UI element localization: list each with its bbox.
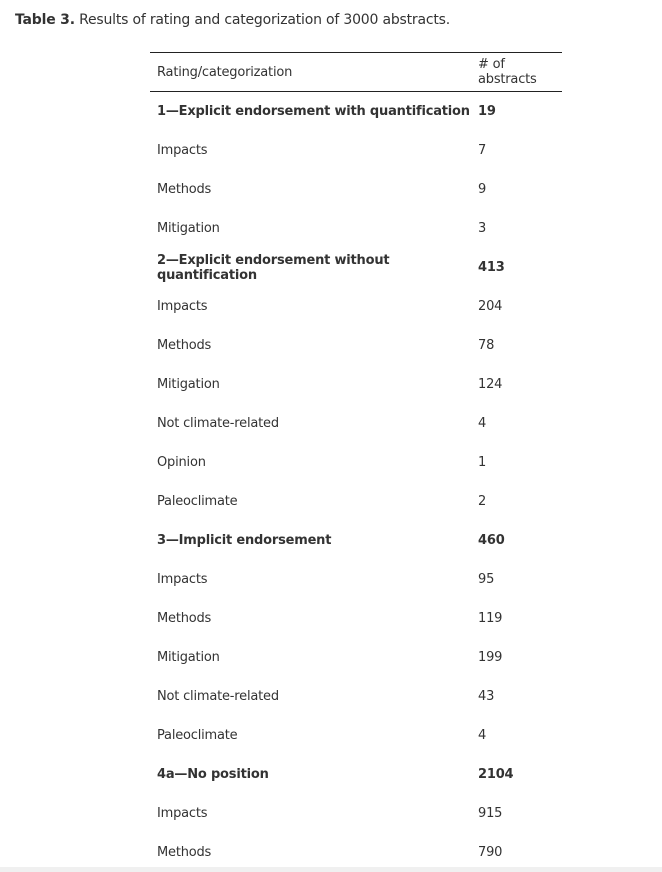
row-count: 2104 (478, 767, 514, 782)
row-label: Methods (157, 338, 212, 353)
row-count: 199 (478, 650, 503, 665)
results-table (150, 52, 562, 872)
subcategory-row (150, 482, 562, 521)
row-count: 4 (478, 728, 487, 743)
row-label: Not climate-related (157, 689, 279, 704)
row-label: Mitigation (157, 377, 220, 392)
subcategory-row (150, 170, 562, 209)
row-label: Not climate-related (157, 416, 279, 431)
subcategory-row (150, 287, 562, 326)
row-count: 9 (478, 182, 487, 197)
row-count: 7 (478, 143, 487, 158)
table-number: Table 3. (15, 12, 75, 28)
subcategory-row (150, 365, 562, 404)
category-row (150, 248, 562, 287)
row-label: Methods (157, 182, 212, 197)
row-count: 4 (478, 416, 487, 431)
row-label: Paleoclimate (157, 728, 238, 743)
table-caption (15, 12, 450, 28)
row-label: Mitigation (157, 221, 220, 236)
row-label: Impacts (157, 806, 208, 821)
row-count: 78 (478, 338, 495, 353)
row-label: Opinion (157, 455, 206, 470)
row-label: Paleoclimate (157, 494, 238, 509)
row-count: 19 (478, 104, 496, 119)
row-count: 460 (478, 533, 505, 548)
row-label: Impacts (157, 572, 208, 587)
caption-text: Results of rating and categorization of 3000 abstracts. (74, 12, 450, 28)
subcategory-row (150, 794, 562, 833)
row-label: Impacts (157, 143, 208, 158)
subcategory-row (150, 560, 562, 599)
table-header-row (150, 53, 562, 92)
subcategory-row (150, 404, 562, 443)
row-count: 43 (478, 689, 495, 704)
row-count: 95 (478, 572, 495, 587)
row-count: 1 (478, 455, 487, 470)
row-count: 124 (478, 377, 503, 392)
subcategory-row (150, 326, 562, 365)
subcategory-row (150, 716, 562, 755)
subcategory-row (150, 443, 562, 482)
row-count: 790 (478, 845, 503, 860)
row-label: 2—Explicit endorsement without quantification (157, 252, 390, 283)
category-row (150, 92, 562, 132)
row-label: 3—Implicit endorsement (157, 533, 332, 548)
subcategory-row (150, 677, 562, 716)
row-label: Methods (157, 611, 212, 626)
row-label: Impacts (157, 299, 208, 314)
category-row (150, 521, 562, 560)
subcategory-row (150, 209, 562, 248)
header-rating: Rating/categorization (157, 64, 293, 80)
row-count: 915 (478, 806, 503, 821)
row-label: Methods (157, 845, 212, 860)
subcategory-row (150, 131, 562, 170)
header-count: # of abstracts (478, 57, 537, 87)
row-count: 204 (478, 299, 503, 314)
bottom-edge (0, 867, 662, 872)
row-count: 2 (478, 494, 487, 509)
row-label: 1—Explicit endorsement with quantification (157, 104, 470, 119)
subcategory-row (150, 638, 562, 677)
row-label: 4a—No position (157, 767, 269, 782)
row-count: 3 (478, 221, 487, 236)
category-row (150, 755, 562, 794)
subcategory-row (150, 599, 562, 638)
row-count: 413 (478, 260, 505, 275)
row-count: 119 (478, 611, 503, 626)
row-label: Mitigation (157, 650, 220, 665)
